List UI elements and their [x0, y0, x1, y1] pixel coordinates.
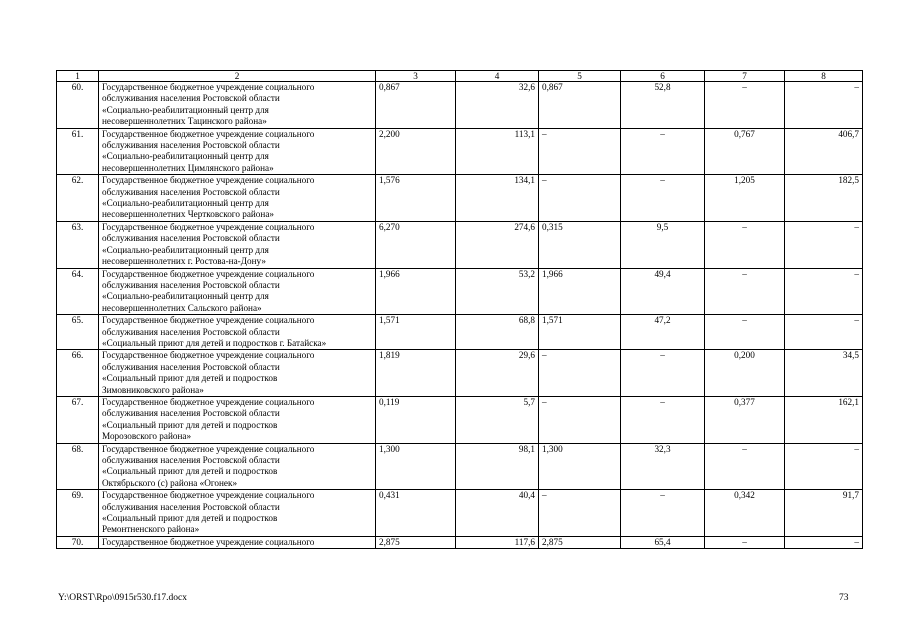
name-line: «Социально-реабилитационный центр для — [102, 244, 269, 255]
name-line: Октябрьского (с) района «Огонек» — [102, 477, 238, 488]
cell-col7: – — [705, 221, 785, 268]
cell-col5: 0,867 — [539, 82, 621, 129]
cell-col8: – — [785, 268, 863, 315]
name-line: Государственное бюджетное учреждение социального — [102, 315, 315, 326]
institution-name — [99, 221, 376, 268]
name-line: обслуживания населения Ростовской области — [102, 279, 280, 290]
institution-name — [99, 536, 376, 548]
name-line: Государственное бюджетное учреждение социального — [102, 443, 315, 454]
name-line: Зимовниковского района» — [102, 384, 204, 395]
table-row — [57, 350, 863, 397]
cell-col8: 162,1 — [785, 396, 863, 443]
name-line: обслуживания населения Ростовской области — [102, 455, 280, 465]
header-cell: 5 — [539, 71, 621, 82]
name-line: несовершеннолетних Чертковского района» — [102, 209, 274, 220]
row-number: 68. — [57, 443, 99, 490]
table-row — [57, 175, 863, 222]
institution-name — [99, 268, 376, 315]
name-line: обслуживания населения Ростовской области — [102, 361, 280, 372]
institution-name — [99, 175, 376, 222]
row-number: 65. — [57, 315, 99, 350]
name-line: обслуживания населения Ростовской области — [102, 326, 280, 337]
cell-col5: – — [539, 175, 621, 222]
cell-col3: 1,576 — [376, 175, 456, 222]
cell-col5: – — [539, 350, 621, 397]
table-row — [57, 490, 863, 537]
name-line: «Социальный приют для детей и подростков — [102, 419, 278, 430]
cell-col8: 91,7 — [785, 490, 863, 537]
cell-col3: 0,431 — [376, 490, 456, 537]
cell-col8: – — [785, 443, 863, 490]
cell-col7: – — [705, 268, 785, 315]
cell-col5: 1,300 — [539, 443, 621, 490]
cell-col7: – — [705, 82, 785, 129]
row-number: 62. — [57, 175, 99, 222]
cell-col8: 34,5 — [785, 350, 863, 397]
cell-col3: 1,571 — [376, 315, 456, 350]
table-row — [57, 536, 863, 548]
table-row — [57, 128, 863, 175]
cell-col3: 0,867 — [376, 82, 456, 129]
cell-col4: 68,8 — [456, 315, 539, 350]
institution-name — [99, 82, 376, 129]
table-row — [57, 443, 863, 490]
cell-col3: 2,875 — [376, 536, 456, 548]
header-cell: 2 — [99, 71, 376, 82]
cell-col7: – — [705, 443, 785, 490]
cell-col4: 117,6 — [456, 536, 539, 548]
cell-col7: 0,767 — [705, 128, 785, 175]
name-line: несовершеннолетних Сальского района» — [102, 302, 262, 313]
name-line: обслуживания населения Ростовской области — [102, 93, 280, 104]
cell-col5: – — [539, 128, 621, 175]
institution-name — [99, 396, 376, 443]
cell-col7: – — [705, 536, 785, 548]
cell-col8: – — [785, 536, 863, 548]
header-cell: 4 — [456, 71, 539, 82]
cell-col5: – — [539, 490, 621, 537]
name-line: обслуживания населения Ростовской области — [102, 501, 280, 512]
cell-col6: – — [621, 350, 705, 397]
name-line: «Социально-реабилитационный центр для — [102, 291, 269, 302]
row-number: 66. — [57, 350, 99, 397]
header-cell: 8 — [785, 71, 863, 82]
cell-col6: 9,5 — [621, 221, 705, 268]
cell-col4: 98,1 — [456, 443, 539, 490]
name-line: Государственное бюджетное учреждение социального — [102, 396, 315, 407]
header-cell: 7 — [705, 71, 785, 82]
row-number: 61. — [57, 128, 99, 175]
name-line: «Социально-реабилитационный центр для — [102, 104, 269, 115]
table-row — [57, 268, 863, 315]
cell-col7: 0,342 — [705, 490, 785, 537]
name-line: обслуживания населения Ростовской области — [102, 140, 280, 151]
cell-col5: 1,966 — [539, 268, 621, 315]
table-row — [57, 396, 863, 443]
header-row — [57, 71, 863, 82]
name-line: обслуживания населения Ростовской области — [102, 186, 280, 197]
cell-col4: 53,2 — [456, 268, 539, 315]
cell-col6: – — [621, 175, 705, 222]
cell-col6: 52,8 — [621, 82, 705, 129]
cell-col8: 406,7 — [785, 128, 863, 175]
header-cell: 1 — [57, 71, 99, 82]
cell-col7: 0,200 — [705, 350, 785, 397]
header-cell: 6 — [621, 71, 705, 82]
name-line: обслуживания населения Ростовской области — [102, 408, 280, 419]
cell-col5: 2,875 — [539, 536, 621, 548]
cell-col3: 1,300 — [376, 443, 456, 490]
cell-col6: – — [621, 128, 705, 175]
name-line: «Социально-реабилитационный центр для — [102, 198, 269, 209]
name-line: Государственное бюджетное учреждение социального — [102, 536, 315, 547]
name-line: «Социальный приют для детей и подростков — [102, 513, 278, 524]
name-line: «Социальный приют для детей и подростков — [102, 466, 278, 477]
cell-col4: 274,6 — [456, 221, 539, 268]
cell-col3: 1,966 — [376, 268, 456, 315]
name-line: несовершеннолетних Тацинского района» — [102, 116, 267, 127]
name-line: Государственное бюджетное учреждение социального — [102, 221, 315, 232]
name-line: Государственное бюджетное учреждение социального — [102, 268, 315, 279]
table-row — [57, 82, 863, 129]
cell-col5: – — [539, 396, 621, 443]
row-number: 69. — [57, 490, 99, 537]
name-line: Государственное бюджетное учреждение социального — [102, 350, 315, 361]
institution-name — [99, 490, 376, 537]
cell-col3: 2,200 — [376, 128, 456, 175]
institution-name — [99, 315, 376, 350]
cell-col7: 0,377 — [705, 396, 785, 443]
cell-col8: 182,5 — [785, 175, 863, 222]
data-table — [56, 70, 863, 549]
cell-col3: 6,270 — [376, 221, 456, 268]
cell-col7: 1,205 — [705, 175, 785, 222]
cell-col6: 49,4 — [621, 268, 705, 315]
cell-col4: 29,6 — [456, 350, 539, 397]
name-line: «Социальный приют для детей и подростков г. Батайска» — [102, 337, 327, 348]
cell-col4: 113,1 — [456, 128, 539, 175]
cell-col6: – — [621, 490, 705, 537]
cell-col8: – — [785, 221, 863, 268]
institution-name — [99, 350, 376, 397]
cell-col8: – — [785, 315, 863, 350]
name-line: Государственное бюджетное учреждение социального — [102, 128, 315, 139]
cell-col6: – — [621, 396, 705, 443]
name-line: Государственное бюджетное учреждение социального — [102, 175, 315, 186]
cell-col7: – — [705, 315, 785, 350]
row-number: 70. — [57, 536, 99, 548]
cell-col4: 134,1 — [456, 175, 539, 222]
name-line: «Социальный приют для детей и подростков — [102, 373, 278, 384]
header-cell: 3 — [376, 71, 456, 82]
name-line: «Социально-реабилитационный центр для — [102, 151, 269, 162]
cell-col5: 1,571 — [539, 315, 621, 350]
institution-name — [99, 443, 376, 490]
cell-col4: 40,4 — [456, 490, 539, 537]
cell-col6: 65,4 — [621, 536, 705, 548]
cell-col6: 32,3 — [621, 443, 705, 490]
name-line: несовершеннолетних г. Ростова-на-Дону» — [102, 256, 266, 267]
file-path: Y:\ORST\Rpo\0915r530.f17.docx — [58, 593, 187, 603]
cell-col8: – — [785, 82, 863, 129]
table-row — [57, 315, 863, 350]
row-number: 63. — [57, 221, 99, 268]
name-line: Морозовского района» — [102, 431, 192, 442]
cell-col4: 5,7 — [456, 396, 539, 443]
name-line: Ремонтненского района» — [102, 524, 200, 535]
cell-col4: 32,6 — [456, 82, 539, 129]
cell-col3: 1,819 — [376, 350, 456, 397]
name-line: несовершеннолетних Цимлянского района» — [102, 162, 274, 173]
name-line: Государственное бюджетное учреждение социального — [102, 82, 315, 92]
cell-col3: 0,119 — [376, 396, 456, 443]
cell-col6: 47,2 — [621, 315, 705, 350]
row-number: 60. — [57, 82, 99, 129]
institution-name — [99, 128, 376, 175]
table-row — [57, 221, 863, 268]
row-number: 67. — [57, 396, 99, 443]
name-line: обслуживания населения Ростовской области — [102, 233, 280, 244]
page-number: 73 — [839, 593, 849, 603]
cell-col5: 0,315 — [539, 221, 621, 268]
row-number: 64. — [57, 268, 99, 315]
name-line: Государственное бюджетное учреждение социального — [102, 490, 315, 501]
